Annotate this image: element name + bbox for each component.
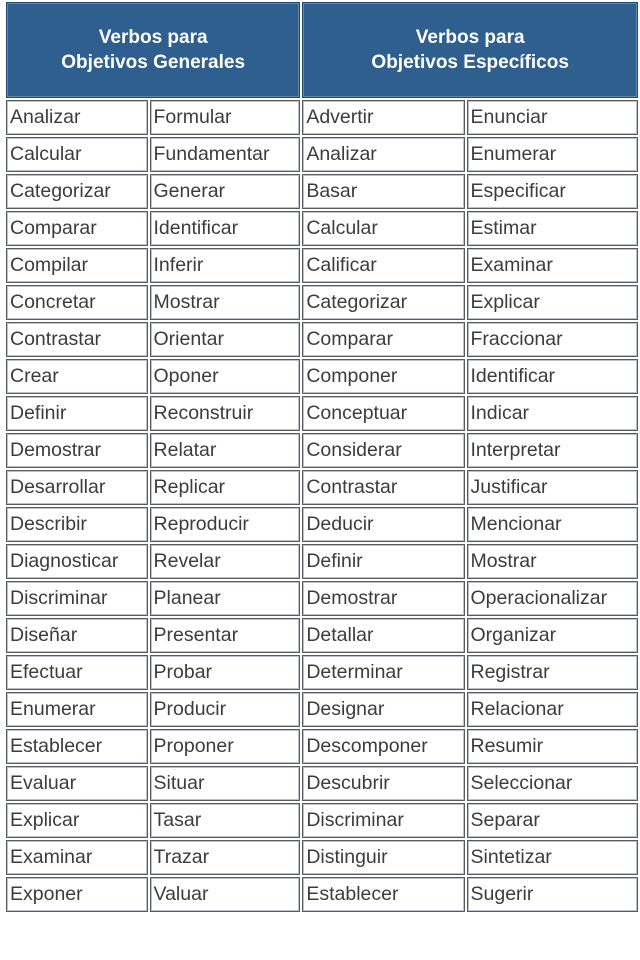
general-verb-1-cell: Desarrollar	[6, 470, 148, 505]
specific-verb-2-cell: Enunciar	[467, 100, 639, 135]
table-row	[6, 470, 638, 505]
general-verb-2-cell: Reproducir	[150, 507, 301, 542]
table-row	[6, 581, 638, 616]
table-row	[6, 803, 638, 838]
specific-verb-2-cell: Indicar	[467, 396, 639, 431]
general-verb-2-cell: Planear	[150, 581, 301, 616]
specific-verb-2-cell: Fraccionar	[467, 322, 639, 357]
general-verb-1-cell: Demostrar	[6, 433, 148, 468]
table-row	[6, 766, 638, 801]
general-verb-2-cell: Inferir	[150, 248, 301, 283]
general-verb-2-cell: Formular	[150, 100, 301, 135]
table-row	[6, 100, 638, 135]
specific-verb-1-cell: Categorizar	[302, 285, 464, 320]
specific-verb-2-cell: Interpretar	[467, 433, 639, 468]
specific-verb-2-cell: Organizar	[467, 618, 639, 653]
general-verb-1-cell: Analizar	[6, 100, 148, 135]
table-row	[6, 877, 638, 912]
table-row	[6, 211, 638, 246]
general-verb-2-cell: Identificar	[150, 211, 301, 246]
specific-verb-2-cell: Sintetizar	[467, 840, 639, 875]
specific-verb-1-cell: Detallar	[302, 618, 464, 653]
table-row	[6, 248, 638, 283]
general-verb-1-cell: Establecer	[6, 729, 148, 764]
general-verb-1-cell: Exponer	[6, 877, 148, 912]
header-specific-line2: Objetivos Específicos	[371, 52, 569, 73]
table-row	[6, 692, 638, 727]
table-row	[6, 507, 638, 542]
general-verb-2-cell: Generar	[150, 174, 301, 209]
general-verb-1-cell: Diseñar	[6, 618, 148, 653]
table-row	[6, 655, 638, 690]
general-verb-2-cell: Revelar	[150, 544, 301, 579]
general-verb-1-cell: Compilar	[6, 248, 148, 283]
general-verb-1-cell: Calcular	[6, 137, 148, 172]
specific-verb-1-cell: Considerar	[302, 433, 464, 468]
specific-verb-2-cell: Seleccionar	[467, 766, 639, 801]
general-verb-2-cell: Relatar	[150, 433, 301, 468]
specific-verb-1-cell: Distinguir	[302, 840, 464, 875]
general-verb-2-cell: Proponer	[150, 729, 301, 764]
specific-verb-2-cell: Justificar	[467, 470, 639, 505]
table-row	[6, 137, 638, 172]
table-row	[6, 322, 638, 357]
header-general-line1: Verbos para	[98, 27, 208, 48]
header-general-objectives	[6, 2, 300, 98]
specific-verb-1-cell: Basar	[302, 174, 464, 209]
general-verb-2-cell: Valuar	[150, 877, 301, 912]
specific-verb-2-cell: Mostrar	[467, 544, 639, 579]
specific-verb-1-cell: Calificar	[302, 248, 464, 283]
header-row	[6, 2, 638, 98]
specific-verb-1-cell: Designar	[302, 692, 464, 727]
specific-verb-1-cell: Analizar	[302, 137, 464, 172]
specific-verb-2-cell: Resumir	[467, 729, 639, 764]
verbs-body	[6, 100, 638, 912]
general-verb-1-cell: Concretar	[6, 285, 148, 320]
specific-verb-2-cell: Registrar	[467, 655, 639, 690]
specific-verb-1-cell: Descubrir	[302, 766, 464, 801]
specific-verb-2-cell: Explicar	[467, 285, 639, 320]
table-row	[6, 359, 638, 394]
table-row	[6, 396, 638, 431]
general-verb-1-cell: Enumerar	[6, 692, 148, 727]
specific-verb-1-cell: Comparar	[302, 322, 464, 357]
specific-verb-1-cell: Discriminar	[302, 803, 464, 838]
general-verb-2-cell: Tasar	[150, 803, 301, 838]
general-verb-2-cell: Mostrar	[150, 285, 301, 320]
specific-verb-2-cell: Operacionalizar	[467, 581, 639, 616]
general-verb-1-cell: Comparar	[6, 211, 148, 246]
table-row	[6, 174, 638, 209]
general-verb-1-cell: Evaluar	[6, 766, 148, 801]
general-verb-1-cell: Describir	[6, 507, 148, 542]
table-row	[6, 840, 638, 875]
general-verb-1-cell: Crear	[6, 359, 148, 394]
general-verb-2-cell: Producir	[150, 692, 301, 727]
general-verb-1-cell: Explicar	[6, 803, 148, 838]
specific-verb-2-cell: Especificar	[467, 174, 639, 209]
specific-verb-2-cell: Identificar	[467, 359, 639, 394]
specific-verb-1-cell: Componer	[302, 359, 464, 394]
general-verb-1-cell: Discriminar	[6, 581, 148, 616]
general-verb-2-cell: Probar	[150, 655, 301, 690]
specific-verb-2-cell: Enumerar	[467, 137, 639, 172]
header-specific-line1: Verbos para	[415, 27, 525, 48]
specific-verb-2-cell: Separar	[467, 803, 639, 838]
specific-verb-1-cell: Demostrar	[302, 581, 464, 616]
specific-verb-2-cell: Sugerir	[467, 877, 639, 912]
specific-verb-1-cell: Determinar	[302, 655, 464, 690]
verbs-table	[4, 0, 640, 914]
table-row	[6, 544, 638, 579]
header-general-line2: Objetivos Generales	[61, 52, 246, 73]
table-row	[6, 729, 638, 764]
general-verb-2-cell: Reconstruir	[150, 396, 301, 431]
table-row	[6, 618, 638, 653]
specific-verb-2-cell: Estimar	[467, 211, 639, 246]
specific-verb-2-cell: Examinar	[467, 248, 639, 283]
specific-verb-2-cell: Mencionar	[467, 507, 639, 542]
specific-verb-1-cell: Descomponer	[302, 729, 464, 764]
general-verb-1-cell: Efectuar	[6, 655, 148, 690]
general-verb-2-cell: Presentar	[150, 618, 301, 653]
specific-verb-1-cell: Advertir	[302, 100, 464, 135]
general-verb-2-cell: Situar	[150, 766, 301, 801]
general-verb-1-cell: Definir	[6, 396, 148, 431]
table-row	[6, 285, 638, 320]
specific-verb-1-cell: Contrastar	[302, 470, 464, 505]
specific-verb-1-cell: Calcular	[302, 211, 464, 246]
header-specific-objectives	[302, 2, 638, 98]
general-verb-1-cell: Examinar	[6, 840, 148, 875]
general-verb-2-cell: Oponer	[150, 359, 301, 394]
specific-verb-1-cell: Deducir	[302, 507, 464, 542]
specific-verb-1-cell: Establecer	[302, 877, 464, 912]
general-verb-2-cell: Orientar	[150, 322, 301, 357]
general-verb-2-cell: Trazar	[150, 840, 301, 875]
table-row	[6, 433, 638, 468]
general-verb-1-cell: Diagnosticar	[6, 544, 148, 579]
general-verb-2-cell: Fundamentar	[150, 137, 301, 172]
specific-verb-2-cell: Relacionar	[467, 692, 639, 727]
general-verb-1-cell: Contrastar	[6, 322, 148, 357]
general-verb-1-cell: Categorizar	[6, 174, 148, 209]
general-verb-2-cell: Replicar	[150, 470, 301, 505]
specific-verb-1-cell: Conceptuar	[302, 396, 464, 431]
specific-verb-1-cell: Definir	[302, 544, 464, 579]
